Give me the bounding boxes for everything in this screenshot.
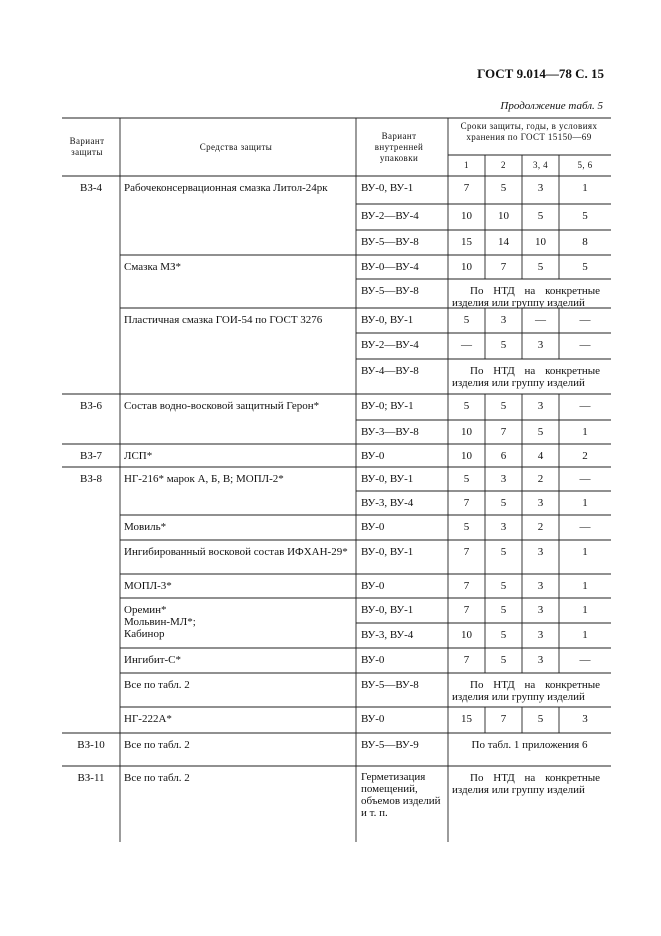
value-cell: 5 — [537, 426, 544, 438]
value-cell: 1 — [582, 497, 588, 509]
value-cell: 10 — [498, 210, 509, 222]
value-cell: 5 — [500, 604, 507, 616]
value-cell: 5 — [500, 629, 507, 641]
value-cell: 7 — [463, 604, 470, 616]
value-cell: 3 — [537, 654, 544, 666]
inner-package-cell: ВУ-3—ВУ-8 — [361, 426, 419, 438]
ntd-note-line1: По НТД на конкретные — [470, 285, 600, 297]
means-cell: Ингибит-С* — [124, 654, 182, 666]
value-cell: 7 — [463, 182, 470, 194]
value-cell: 3 — [537, 629, 544, 641]
value-cell: 3 — [500, 521, 507, 533]
value-cell: 5 — [582, 261, 588, 273]
value-cell: — — [579, 654, 591, 666]
value-cell: 15 — [461, 713, 472, 725]
variant-cell: ВЗ-7 — [79, 450, 102, 462]
value-cell: — — [579, 400, 591, 412]
value-cell: 10 — [461, 426, 472, 438]
ntd-note-line1: По НТД на конкретные — [470, 365, 600, 377]
inner-package-cell: ВУ-0 — [361, 580, 385, 592]
value-cell: — — [461, 339, 472, 351]
value-cell: 7 — [500, 713, 507, 725]
value-cell: — — [579, 314, 591, 326]
means-cell: Все по табл. 2 — [124, 772, 190, 784]
value-cell: 1 — [582, 629, 588, 641]
inner-package-cell: ВУ-5—ВУ-8 — [361, 285, 419, 297]
ntd-note-line1: По НТД на конкретные — [470, 679, 600, 691]
variant-cell: ВЗ-10 — [77, 739, 105, 751]
value-cell: 3 — [537, 497, 544, 509]
ntd-note-line2: изделия или группу изделий — [452, 297, 585, 309]
value-cell: 3 — [537, 339, 544, 351]
value-cell: 3 — [537, 580, 544, 592]
value-cell: 15 — [461, 236, 472, 248]
ntd-note-line1: По НТД на конкретные — [470, 772, 600, 784]
header-sub-5-6: 5, 6 — [577, 160, 593, 170]
value-cell: 1 — [582, 604, 588, 616]
inner-package-cell: ВУ-0; ВУ-1 — [361, 400, 414, 412]
inner-package-cell: ВУ-0 — [361, 654, 385, 666]
value-cell: 3 — [582, 713, 588, 725]
value-cell: 8 — [582, 236, 588, 248]
value-cell: 7 — [463, 654, 470, 666]
inner-package-cell: ВУ-5—ВУ-9 — [361, 739, 419, 751]
page-header: ГОСТ 9.014—78 С. 15 — [477, 66, 604, 81]
value-cell: 5 — [500, 546, 507, 558]
value-cell: 1 — [582, 546, 588, 558]
ntd-note-line2: изделия или группу изделий — [452, 377, 585, 389]
header-sub-1: 1 — [464, 160, 469, 170]
value-cell: 3 — [537, 400, 544, 412]
value-cell: 10 — [461, 629, 472, 641]
value-cell: 7 — [463, 546, 470, 558]
means-cell: Мовиль* — [124, 521, 167, 533]
value-cell: 2 — [537, 473, 544, 485]
means-cell: Пластичная смазка ГОИ-54 по ГОСТ 3276 — [124, 314, 323, 326]
value-cell: 10 — [461, 450, 472, 462]
value-cell: 1 — [582, 182, 588, 194]
table-continuation-label: Продолжение табл. 5 — [500, 100, 603, 112]
inner-package-cell: ВУ-0 — [361, 450, 385, 462]
variant-cell: ВЗ-11 — [77, 772, 105, 784]
value-cell: 5 — [500, 497, 507, 509]
value-cell: 7 — [500, 426, 507, 438]
value-cell: 5 — [500, 580, 507, 592]
inner-package-cell: ВУ-0—ВУ-4 — [361, 261, 419, 273]
variant-cell: ВЗ-6 — [79, 400, 102, 412]
header-variant: Вариант защиты — [69, 136, 105, 157]
inner-package-cell: ВУ-3, ВУ-4 — [361, 497, 414, 509]
value-cell: 3 — [537, 546, 544, 558]
header-sub-3-4: 3, 4 — [532, 160, 549, 170]
value-cell: 10 — [461, 210, 472, 222]
inner-package-cell: ВУ-2—ВУ-4 — [361, 339, 419, 351]
value-cell: 5 — [463, 521, 470, 533]
inner-package-cell: ВУ-0 — [361, 521, 385, 533]
means-cell: Оремин* Мольвин-МЛ*; Кабинор — [124, 604, 196, 640]
inner-package-cell: ВУ-0, ВУ-1 — [361, 473, 414, 485]
header-sub-2: 2 — [501, 160, 506, 170]
value-cell: 3 — [500, 314, 507, 326]
inner-package-cell: ВУ-0, ВУ-1 — [361, 604, 414, 616]
value-cell: 2 — [582, 450, 588, 462]
value-cell: 7 — [463, 497, 470, 509]
inner-package-cell: ВУ-4—ВУ-8 — [361, 365, 419, 377]
header-terms: Сроки защиты, годы, в условиях хранения по ГОСТ 15150—69 — [460, 121, 598, 142]
value-cell: 5 — [463, 314, 470, 326]
means-cell: Ингибированный восковой состав ИФХАН-29* — [124, 546, 348, 558]
value-cell: — — [579, 339, 591, 351]
value-cell: 5 — [537, 210, 544, 222]
inner-package-cell: Герметизация помещений, объемов изделий и т. п. — [361, 771, 441, 819]
value-cell: 2 — [537, 521, 544, 533]
means-cell: Рабочеконсервационная смазка Литол-24рк — [124, 182, 328, 194]
value-cell: 14 — [498, 236, 509, 248]
header-inner-package: Вариант внутренней упаковки — [374, 131, 424, 163]
value-cell: 5 — [500, 400, 507, 412]
means-cell: Все по табл. 2 — [124, 739, 190, 751]
variant-cell: ВЗ-8 — [79, 473, 102, 485]
inner-package-cell: ВУ-0, ВУ-1 — [361, 182, 414, 194]
value-cell: 7 — [463, 580, 470, 592]
value-cell: 6 — [500, 450, 507, 462]
inner-package-cell: ВУ-0 — [361, 713, 385, 725]
span-note-cell: По табл. 1 приложения 6 — [471, 739, 588, 751]
means-cell: НГ-222А* — [124, 713, 172, 725]
value-cell: 10 — [535, 236, 546, 248]
value-cell: 3 — [500, 473, 507, 485]
value-cell: 10 — [461, 261, 472, 273]
value-cell: 3 — [537, 182, 544, 194]
means-cell: МОПЛ-3* — [124, 580, 172, 592]
ntd-note-line2: изделия или группу изделий — [452, 784, 585, 796]
value-cell: 3 — [537, 604, 544, 616]
means-cell: НГ-216* марок А, Б, В; МОПЛ-2* — [124, 473, 284, 485]
means-cell: Смазка МЗ* — [124, 261, 182, 273]
inner-package-cell: ВУ-5—ВУ-8 — [361, 679, 419, 691]
header-means: Средства защиты — [199, 142, 273, 152]
means-cell: ЛСП* — [124, 450, 153, 462]
inner-package-cell: ВУ-3, ВУ-4 — [361, 629, 414, 641]
value-cell: 5 — [500, 654, 507, 666]
ntd-note-line2: изделия или группу изделий — [452, 691, 585, 703]
means-cell: Все по табл. 2 — [124, 679, 190, 691]
value-cell: — — [579, 473, 591, 485]
value-cell: 4 — [537, 450, 544, 462]
value-cell: — — [535, 314, 546, 326]
inner-package-cell: ВУ-0, ВУ-1 — [361, 314, 414, 326]
value-cell: 5 — [500, 339, 507, 351]
value-cell: 1 — [582, 426, 588, 438]
means-cell: Состав водно-восковой защитный Герон* — [124, 400, 320, 412]
value-cell: 5 — [582, 210, 588, 222]
value-cell: — — [579, 521, 591, 533]
inner-package-cell: ВУ-5—ВУ-8 — [361, 236, 419, 248]
variant-cell: ВЗ-4 — [79, 182, 102, 194]
value-cell: 5 — [500, 182, 507, 194]
inner-package-cell: ВУ-2—ВУ-4 — [361, 210, 419, 222]
value-cell: 7 — [500, 261, 507, 273]
value-cell: 5 — [537, 713, 544, 725]
value-cell: 5 — [463, 400, 470, 412]
value-cell: 5 — [463, 473, 470, 485]
value-cell: 1 — [582, 580, 588, 592]
inner-package-cell: ВУ-0, ВУ-1 — [361, 546, 414, 558]
value-cell: 5 — [537, 261, 544, 273]
